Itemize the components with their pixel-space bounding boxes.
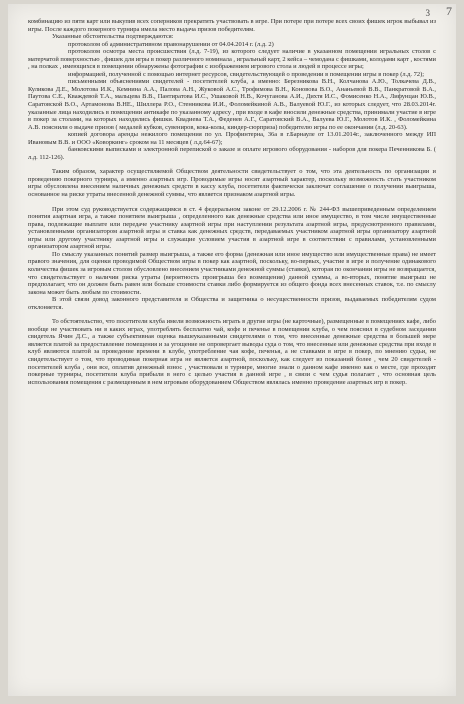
- document-page: [8, 4, 456, 696]
- paragraph: протоколом осмотра места происшествия (л.д. 7-19), из которого следует наличие в указанном помещении игральных столов с матерчатой поверхностью , фишек для игры в покер различного номинала , игральный карт, 2 кейса – чемодана с фишками, колодами карт , костями , на полках , имеющихся в помещении обнаружены фотографии с изображением игрового стола и людей в процессе игры;: [28, 48, 436, 71]
- paragraph: протоколом об административном правонарушении от 04.04.2014 г. (л.д. 2): [68, 40, 274, 48]
- document-body: [28, 18, 436, 386]
- paragraph: информацией, полученной с помощью интернет ресурсов, свидетельствующей о проведении в помещении игры в покер (л.д. 72);: [68, 70, 425, 78]
- paragraph: То обстоятельство, что посетители клуба имели возможность играть в другие игры (не карточные), размещенные в помещениях кафе, либо вообще не участвовать ни в каких играх, употреблять бесплатно чай, кофе и печенье в помещении клуба, о чем пояснил в судебном заседании свидетель Ячин Д.С., а также субъективная оценка вышеуказанными свидетелями о том, что внесенные денежные средства в большей мере является платой за предоставление помещения и за угощение не опровергает выводы суда о том, что внесенные или денежные средства при входе в клуб являются платой за проведение времени в клубе, употребление чая кофе, печенья, а не ставками в игре в покер, по мнению судьи, не свидетельствует о том, что проводимая покерная игра не является азартной, поскольку, как следует из показаний более , чем 20 свидетелей - посетителей клуба , они все, оплатив денежный взнос , участвовали в турнире, многие знали о данном кафе именно как о месте, где проходят покерные турниры, посетители клуба прибыли в него с целью участия в данной игре , в связи с чем судья полагает , что основная цель использования помещения с размещенным в нем игровым оборудованием Обществом являлась именно проведение азартных игр в покер.: [28, 318, 436, 386]
- paragraph: Указанные обстоятельства подтверждаются:: [52, 33, 174, 41]
- paragraph: Таким образом, характер осуществляемой Обществом деятельности свидетельствует о том, что эта деятельность по организации и проведению покерного турнира, а именно азартных игр. Проводимые игры носят азартный характер, поскольку возможность стать участником игры обусловлена внесением наличных денежных средств в кассу клуба, посетители фактически заключат соглашение о получении выигрыша, основанное на риске утраты внесенной денежной суммы, что является признаком азартной игры.: [28, 168, 436, 199]
- corner-mark: 7: [446, 4, 452, 18]
- page-number: 3: [425, 8, 430, 18]
- paragraph: банковскими выписками и электронной перепиской о заказе и оплате игрового оборудования - наборов для покера Печенникова Б. ( л.д. 112-126).: [28, 146, 436, 161]
- paragraph: копией договора аренды нежилого помещения по ул. Профинтерна, 36а в г.Барнауле от 13.01.2014г., заключенного между ИП Ивановым В.В. и ООО «Коворкинг» сроком на 11 месяцев ( л.д.64-67);: [28, 131, 436, 146]
- paragraph: письменными объяснениями свидетелей - посетителей клуба, а именно: Березникова В.Н., Колчанова А.Ю., Толкачева Д.В., Куликова Д.Е., Молотова И.К., Кемнина А.А., Палова А.Н., Жуковой А.С., Трофимова В.Н., Коновова В.О., Ананьевой В.В., Панкратовой В.А., Паутова С.Е., Кваждевой Т.А., мальцева В.В., Пантиратова И.С., Ушаковой Н.В., Кочуганова А.И., Дихтя И.С., Фомисенко Н.А., Лифунцан Ю.В., Саратовской В.О., Артамонова В.НЕ., Шиллера Р.О., Стенникова И.И., Фоломейкиной А.В., Валуевой Ю.Г., из которых следует, что 28.03.2014г. указанные лица находились в помещении антикафе по указанному адресу , при входе в кафе вносили денежные средства, принимали участие в игре в покер за столами, на которых находились фишки. Квадиева Т.А., Феденев А.Г., Саратовский В.А., Валуева Ю.Г., Молотов И.К. , Фоломейкина А.В. пояснили о выдаче призов ( медалей кубков, сувениров, кока-колы, киндер-сюрприза) победителю игры по ее окончании (л.д. 20-63).: [28, 78, 436, 131]
- paragraph: При этом суд руководствуется содержащимся в ст. 4 федеральном законе от 29.12.2006 г. № 244-ФЗ вышеприведенным определением понятия азартная игра, а также понятием выигрыша , определенного как денежные средства или иное имущество, в том числе имущественные права, подлежащие выплате или передаче участнику азартной игры при наступлении результата азартной игры, предусмотренного правилами, установленными организатором азартной игры и ставка как денежных средств, передаваемых участником азартной игры организатору азартной игры или другому участнику азартной игры и служащие условием участия в азартной игре в соответствии с правилами, установленными организатором азартной игры.: [28, 205, 436, 251]
- paragraph: комбинацию из пяти карт или выкупив всех соперников прекратить участвовать в игре. При потере при потере всех своих фишек игрок выбывал из игры. После каждого покерного турнира имела место выдача призов победителям.: [28, 18, 436, 33]
- paragraph: В этой связи довод законного представителя и Общества и защитника о несущественности призов, выдаваемых победителям судом отклоняется.: [28, 296, 436, 311]
- paragraph: По смыслу указанных понятий размер выигрыша, а также его форма (денежная или иное имущество или имущественные права) не имеет правого значения, для оценки проводимой Обществом игры в покер как азартной, поскольку, во-первых, участие в игре и получение одинакового количества фишек за игровым столом обусловлено внесением участниками денежной суммы (ставки), которая по окончании игры не возвращается, что свидетельствует о наличии риска утраты (вероятность проигрыша без возмещения) данной суммы, а во-вторых, понятие выигрыш не предполагает, что он должен быть равен или больше стоимости ставки либо формируется из общего фонда всех внесенных ставок, т.е. по смыслу закона может быть любым по стоимости.: [28, 250, 436, 296]
